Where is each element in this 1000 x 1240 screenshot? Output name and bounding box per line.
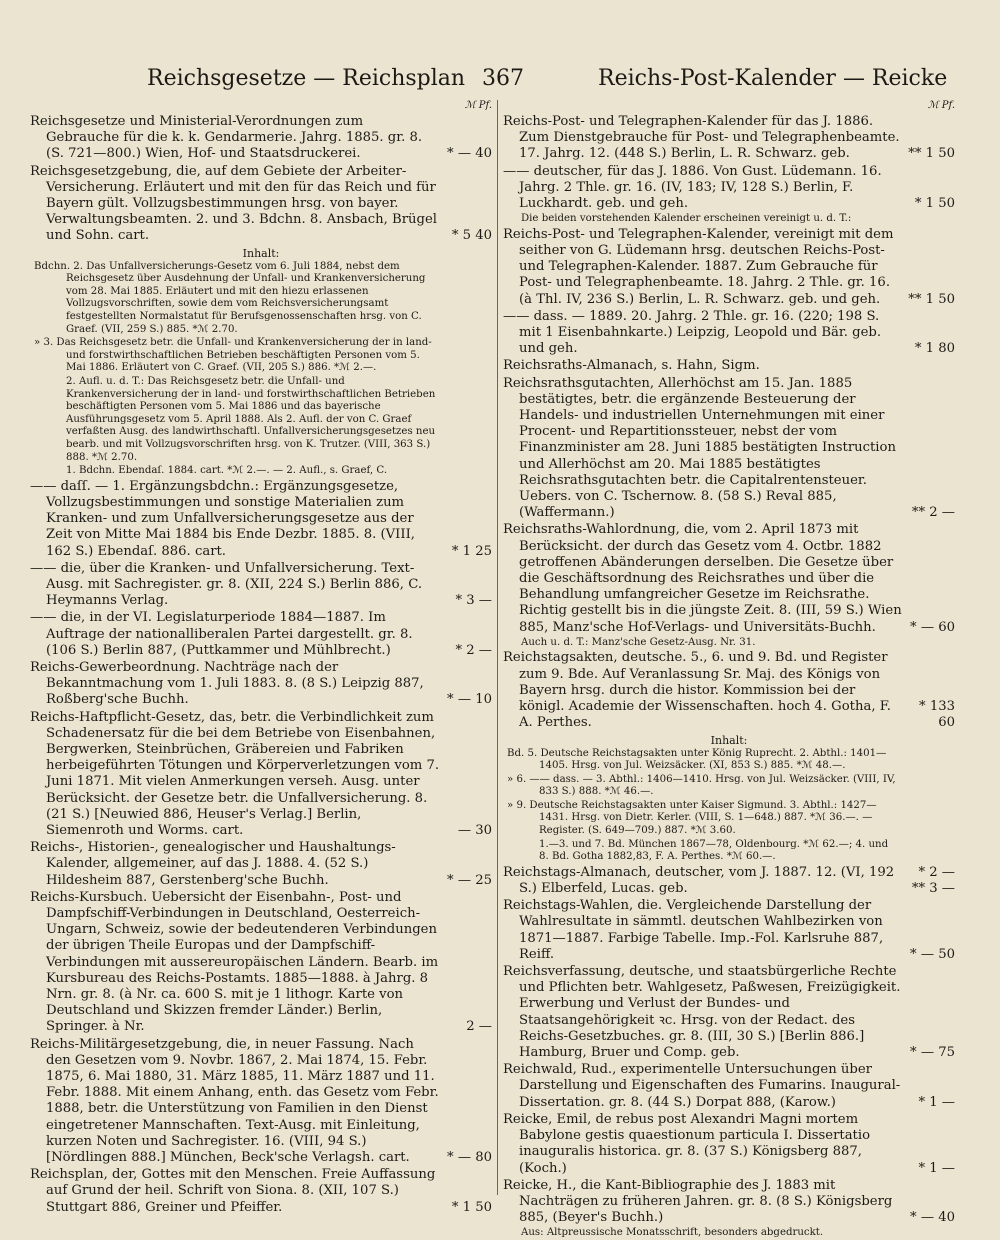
entry-price: * — 75 <box>910 1045 955 1061</box>
bibliography-entry <box>503 1112 955 1177</box>
contents-item: » 9. Deutsche Reichstagsakten unter Kaiser Sigmund. 3. Abthl.: 1427—1431. Hrsg. von Dietr. Kerler. (VIII, S. 1—648.) 887. *ℳ 36.—. — Register. (S. 649—709.) 887. *ℳ 3.60. <box>507 799 877 837</box>
entry-text: Reichs-, Historien-, genealogischer und Haushaltungs-Kalender, allgemeiner, auf das J. 1888. 4. (52 S.) Hildesheim 887, Gerstenberg'sche Buchh. <box>30 840 396 888</box>
entry-text: —— die, über die Kranken- und Unfallversicherung. Text-Ausg. mit Sachregister. gr. 8. (XII, 224 S.) Berlin 886, C. Heymanns Verlag. <box>30 560 423 609</box>
entry-text: Reichsgesetzgebung, die, auf dem Gebiete der Arbeiter-Versicherung. Erläutert und mit den für das Reich und für Bayern gült. Vollzugsbestimmungen hrsg. von bayer. Verwaltungsbeamten. 2. und 3. Bdchn. 8. Ansbach, Brügel und Sohn. cart. <box>30 163 438 244</box>
entry-price: * 1 80 <box>914 341 955 357</box>
header-left-catchword: Reichsgesetze — Reichsplan <box>147 66 466 91</box>
bibliography-entry <box>30 890 492 1036</box>
entry-price: * — 50 <box>910 946 955 962</box>
contents-item: Bd. 5. Deutsche Reichstagsakten unter König Ruprecht. 2. Abthl.: 1401—1405. Hrsg. von Jul. Weizsäcker. (XI, 853 S.) 885. *ℳ 48.—. <box>507 747 887 772</box>
entry-text: Reichs-Post- und Telegraphen-Kalender, vereinigt mit dem seither von G. Lüdemann hrsg. deutschen Reichs-Post- und Telegraphen-Kalender. 1887. Zum Gebrauche für Post- und Telegraphenbeamte. 18. Jahrg. 2 Thle. gr. 16. (à Thl. IV, 236 S.) Berlin, L. R. Schwarz. geb. und geh. <box>503 226 894 307</box>
price-unit-label: ℳ Pf. <box>464 100 492 111</box>
contents-item: 1. Bdchn. Ebendaſ. 1884. cart. *ℳ 2.—. — 2. Aufl., s. Graef, C. <box>66 465 388 477</box>
price-unit-header <box>503 100 955 114</box>
bibliography-entry <box>503 358 955 374</box>
bibliography-entry <box>30 1037 492 1167</box>
bibliography-entry <box>503 376 955 522</box>
bibliography-entry <box>30 164 492 245</box>
bibliography-entry <box>30 840 492 889</box>
bibliography-entry <box>30 610 492 659</box>
entry-price: — 30 <box>457 822 492 838</box>
right-column <box>503 100 955 1239</box>
bibliography-entry <box>503 114 955 163</box>
entry-price: * 5 40 <box>451 228 492 244</box>
editorial-note: Aus: Altpreussische Monatsschrift, besonders abgedruckt. <box>521 1227 824 1239</box>
bibliography-entry <box>503 650 955 731</box>
entry-price: * 1 25 <box>451 543 492 559</box>
entry-price: * 2 — <box>455 642 492 658</box>
entry-text: Reicke, H., die Kant-Bibliographie des J. 1883 mit Nachträgen zu früheren Jahren. gr. 8. (8 S.) Königsberg 885, (Beyer's Buchh.) <box>503 1177 893 1226</box>
contents-item: » 6. —— dass. — 3. Abthl.: 1406—1410. Hrsg. von Jul. Weizsäcker. (VIII, IV, 833 S.) 888. *ℳ 46.—. <box>507 773 896 798</box>
entry-price: ** 1 50 <box>908 291 955 307</box>
entry-price: * — 80 <box>447 1150 492 1166</box>
contents-heading: Inhalt: <box>710 733 748 747</box>
bibliography-entry <box>503 1062 955 1111</box>
entry-text: Reichs-Post- und Telegraphen-Kalender für das J. 1886. Zum Dienstgebrauche für Post- und Telegraphenbeamte. 17. Jahrg. 12. (448 S.) Berlin, L. R. Schwarz. geb. <box>503 114 900 162</box>
entry-text: Reichs-Kursbuch. Uebersicht der Eisenbahn-, Post- und Dampfschiff-Verbindungen in Deutschland, Oesterreich-Ungarn, Schweiz, sowie der bedeutenderen Verbindungen der übrigen Theile Europas und der Dampfschiff-Verbindungen mit aussereuropäischen Ländern. Bearb. im Kursbureau des Reichs-Postamts. 1885—1888. à Jahrg. 8 Nrn. gr. 8. (à Nr. ca. 600 S. mit je 1 lithogr. Karte von Deutschland und Skizzen fremder Länder.) Berlin, Springer. à Nr. <box>30 889 439 1035</box>
entry-price: * 1 — <box>918 1094 955 1110</box>
entry-text: Reichs-Gewerbeordnung. Nachträge nach der Bekanntmachung vom 1. Juli 1883. 8. (8 S.) Leipzig 887, Roßberg'sche Buchh. <box>30 659 424 708</box>
entry-text: Reichsplan, der, Gottes mit den Menschen. Freie Auffassung auf Grund der heil. Schrift von Siona. 8. (XII, 107 S.) Stuttgart 886, Greiner und Pfeiffer. <box>30 1167 436 1215</box>
entry-price: ** 1 50 <box>908 146 955 162</box>
bibliography-entry <box>503 964 955 1061</box>
page-header <box>0 66 1000 100</box>
bibliography-entry <box>30 479 492 560</box>
entry-text: Reichs-Militärgesetzgebung, die, in neuer Fassung. Nach den Gesetzen vom 9. Novbr. 1867, 2. Mai 1874, 15. Febr. 1875, 6. Mai 1880, 31. März 1885, 11. März 1887 und 11. Febr. 1888. Mit einem Anhang, enth. das Gesetz vom Febr. 1888, betr. die Unterstützung von Familien in den Dienst eingetretener Mannschaften. Text-Ausg. mit Einleitung, kurzen Noten und Sachregister. 16. (VIII, 94 S.) [Nördlingen 888.] München, Beck'sche Verlagsh. cart. <box>30 1036 439 1166</box>
entry-price: * 1 50 <box>914 196 955 212</box>
editorial-note: Auch u. d. T.: Manz'sche Gesetz-Ausg. Nr. 31. <box>521 636 756 648</box>
entry-price: * 3 — <box>455 593 492 609</box>
entry-text: Reichsgesetze und Ministerial-Verordnungen zum Gebrauche für die k. k. Gendarmerie. Jahrg. 1885. gr. 8. (S. 721—800.) Wien, Hof- und Staatsdruckerei. <box>30 114 423 162</box>
entry-price: * — 60 <box>910 619 955 635</box>
entry-price: ** 2 — <box>911 505 955 521</box>
contents-heading: Inhalt: <box>242 246 280 260</box>
entry-price: * 1 — <box>918 1160 955 1176</box>
entry-price: * — 40 <box>447 146 492 162</box>
bibliography-entry <box>503 1178 955 1227</box>
entry-text: Reichs-Haftpflicht-Gesetz, das, betr. die Verbindlichkeit zum Schadenersatz für die bei dem Betriebe von Eisenbahnen, Bergwerken, Steinbrüchen, Gräbereien und Fabriken herbeigeführten Tötungen und Körperverletzungen vom 7. Juni 1871. Mit vielen Anmerkungen verseh. Ausg. unter Berücksicht. der Gesetze betr. die Unfallversicherung. 8. (21 S.) [Neuwied 886, Heuser's Verlag.] Berlin, Siemenroth und Worms. cart. <box>30 709 440 838</box>
entry-text: —— die, in der VI. Legislaturperiode 1884—1887. Im Auftrage der nationalliberalen Partei dargestellt. gr. 8. (106 S.) Berlin 887, (Puttkammer und Mühlbrecht.) <box>30 610 413 658</box>
bibliography-entry <box>30 710 492 840</box>
entry-price: * — 10 <box>447 692 492 708</box>
column-divider <box>497 100 498 1195</box>
entry-price: * 1 50 <box>451 1199 492 1215</box>
entry-text: Reichsraths-Almanach, s. Hahn, Sigm. <box>503 358 760 374</box>
left-column <box>30 100 492 1220</box>
entry-text: —— deutscher, für das J. 1886. Von Gust. Lüdemann. 16. Jahrg. 2 Thle. gr. 16. (IV, 183; IV, 128 S.) Berlin, F. Luckhardt. geb. und geh. <box>503 163 882 212</box>
entry-price: 2 — <box>466 1019 492 1035</box>
entry-text: —— daſſ. — 1. Ergänzungsbdchn.: Ergänzungsgesetze, Vollzugsbestimmungen und sonstige Materialien zum Kranken- und zum Unfallversicherungsgesetze aus der Zeit von Mitte Mai 1884 bis Ende Dezbr. 1885. 8. (VIII, 162 S.) Ebendaſ. 886. cart. <box>30 478 415 559</box>
entry-price: * — 40 <box>910 1210 955 1226</box>
contents-item: 2. Aufl. u. d. T.: Das Reichsgesetz betr. die Unfall- und Krankenversicherung der in land- und forstwirthschaftlichen Betrieben beschäftigten Personen vom 5. Mai 1886 und das bayerische Ausführungsgesetz vom 5. April 1888. Als 2. Aufl. der von C. Graef verfaßten Ausg. des landwirthschaftl. Unfallversicherungsgesetzes neu bearb. und mit Vollzugsvorschriften hrsg. von K. Trutzer. (VIII, 363 S.) 888. *ℳ 2.70. <box>66 375 436 463</box>
header-right-catchword: Reichs-Post-Kalender — Reicke <box>598 66 948 91</box>
bibliography-entry <box>30 114 492 163</box>
bibliography-entry <box>30 660 492 709</box>
entry-price: * 133 60 <box>919 699 955 731</box>
editorial-note: Die beiden vorstehenden Kalender erscheinen vereinigt u. d. T.: <box>521 213 852 225</box>
entry-text: Reichwald, Rud., experimentelle Untersuchungen über Darstellung und Eigenschaften des Fumarins. Inaugural-Dissertation. gr. 8. (44 S.) Dorpat 888, (Karow.) <box>503 1062 901 1110</box>
bibliography-entry <box>503 522 955 635</box>
price-unit-label: ℳ Pf. <box>927 100 955 111</box>
entry-text: Reichstags-Wahlen, die. Vergleichende Darstellung der Wahlresultate in sämmtl. deutschen Wahlbezirken von 1871—1887. Farbige Tabelle. Imp.-Fol. Karlsruhe 887, Reiff. <box>503 898 884 962</box>
entry-text: Reichstagsakten, deutsche. 5., 6. und 9. Bd. und Register zum 9. Bde. Auf Veranlassung Sr. Maj. des Königs von Bayern hrsg. durch die histor. Kommission bei der königl. Academie der Wissenschaften. hoch 4. Gotha, F. A. Perthes. <box>503 650 891 731</box>
entry-price: * 2 — ** 3 — <box>911 864 955 897</box>
contents-item: Bdchn. 2. Das Unfallversicherungs-Gesetz vom 6. Juli 1884, nebst dem Reichsgesetz über Ausdehnung der Unfall- und Krankenversicherung vom 28. Mai 1885. Erläutert und mit den hiezu erlassenen Vollzugsvorschriften, sowie dem vom Reichsversicherungsamt festgestellten Normalstatut für Berufsgenossenschaften hrsg. von C. Graef. (VII, 259 S.) 885. *ℳ 2.70. <box>34 260 426 335</box>
price-unit-header <box>30 100 492 114</box>
bibliography-entry <box>503 898 955 963</box>
bibliography-entry <box>503 865 955 897</box>
entry-price: * — 25 <box>447 872 492 888</box>
entry-text: —— dass. — 1889. 20. Jahrg. 2 Thle. gr. 16. (220; 198 S. mit 1 Eisenbahnkarte.) Leipzig, Leopold und Bär. geb. und geh. <box>503 308 882 357</box>
contents-item: » 3. Das Reichsgesetz betr. die Unfall- und Krankenversicherung der in land- und forstwirthschaftlichen Betrieben beschäftigten Personen vom 5. Mai 1886. Erläutert von C. Graef. (VII, 205 S.) 886. *ℳ 2.—. <box>34 337 432 374</box>
entry-text: Reichsrathsgutachten, Allerhöchst am 15. Jan. 1885 bestätigtes, betr. die ergänzende Besteuerung der Handels- und industriellen Unternehmungen mit einer Procent- und Repartitionssteuer, nebst der vom Finanzminister am 28. Juni 1885 bestätigten Instruction und Allerhöchst am 20. Mai 1885 bestätigtes Reichsrathsgutachten betr. die Capitalrentensteuer. Uebers. von C. Tschernow. 8. (58 S.) Reval 885, (Waffermann.) <box>503 375 896 521</box>
entry-text: Reichsraths-Wahlordnung, die, vom 2. April 1873 mit Berücksicht. der durch das Gesetz vom 4. Octbr. 1882 getroffenen Abänderungen derselben. Die Gesetze über die Geschäftsordnung des Reichsrathes und über die Behandlung umfangreicher Gesetze im Reichsrathe. Richtig gestellt bis in die jüngste Zeit. 8. (III, 59 S.) Wien 885, Manz'sche Hof-Verlags- und Universitäts-Buchh. <box>503 522 902 635</box>
entry-text: Reicke, Emil, de rebus post Alexandri Magni mortem Babylone gestis quaestionum particula I. Dissertatio inauguralis historica. gr. 8. (37 S.) Königsberg 887, (Koch.) <box>503 1111 871 1176</box>
bibliography-entry <box>503 309 955 358</box>
entry-text: Reichsverfassung, deutsche, und staatsbürgerliche Rechte und Pflichten betr. Wahlgesetz, Paßwesen, Freizügigkeit. Erwerbung und Verlust der Bundes- und Staatsangehörigkeit ꝛc. Hrsg. von der Redact. des Reichs-Gesetzbuches. gr. 8. (III, 30 S.) [Berlin 886.] Hamburg, Bruer und Comp. geb. <box>503 964 901 1061</box>
entry-text: Reichstags-Almanach, deutscher, vom J. 1887. 12. (VI, 192 S.) Elberfeld, Lucas. geb. <box>503 864 895 897</box>
page-number: 367 <box>482 66 524 91</box>
contents-item: 1.—3. und 7. Bd. München 1867—78, Oldenbourg. *ℳ 62.—; 4. und 8. Bd. Gotha 1882,83, F. A. Perthes. *ℳ 60.—. <box>539 838 889 863</box>
bibliography-entry <box>30 1167 492 1216</box>
bibliography-entry <box>30 561 492 610</box>
bibliography-entry <box>503 164 955 213</box>
bibliography-entry <box>503 227 955 308</box>
